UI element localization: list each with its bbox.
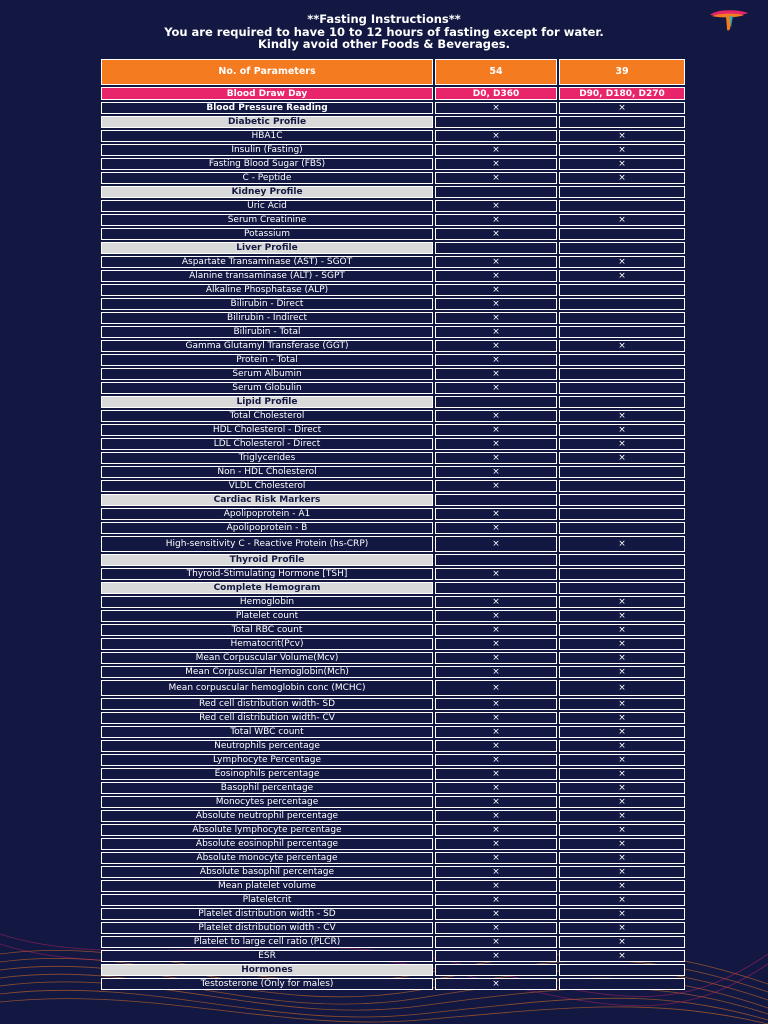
parameter-name-cell: Gamma Glutamyl Transferase (GGT) — [101, 340, 433, 352]
included-54-cell: × — [435, 480, 557, 492]
included-39-cell: × — [559, 880, 685, 892]
section-header-row — [101, 186, 685, 198]
draw-day-1: D0, D360 — [435, 87, 557, 100]
parameter-name-cell: Hemoglobin — [101, 596, 433, 608]
included-54-cell: × — [435, 326, 557, 338]
included-54-cell: × — [435, 536, 557, 552]
table-row — [101, 852, 685, 864]
parameter-name-cell: Testosterone (Only for males) — [101, 978, 433, 990]
parameter-name-cell: Mean platelet volume — [101, 880, 433, 892]
included-54-cell: × — [435, 680, 557, 696]
table-row — [101, 866, 685, 878]
parameter-name-cell: Alanine transaminase (ALT) - SGPT — [101, 270, 433, 282]
parameter-name-cell: Serum Globulin — [101, 382, 433, 394]
included-39-cell: × — [559, 768, 685, 780]
included-39-cell — [559, 116, 685, 128]
included-54-cell — [435, 494, 557, 506]
table-row — [101, 950, 685, 962]
parameter-name-cell: Thyroid Profile — [101, 554, 433, 566]
table-row — [101, 880, 685, 892]
table-row — [101, 638, 685, 650]
included-39-cell: × — [559, 172, 685, 184]
included-54-cell: × — [435, 172, 557, 184]
included-54-cell: × — [435, 452, 557, 464]
parameter-name-cell: Platelet to large cell ratio (PLCR) — [101, 936, 433, 948]
included-39-cell — [559, 554, 685, 566]
parameter-name-cell: Insulin (Fasting) — [101, 144, 433, 156]
table-row — [101, 922, 685, 934]
included-54-cell: × — [435, 438, 557, 450]
parameters-table — [99, 57, 687, 992]
parameter-name-cell: Total WBC count — [101, 726, 433, 738]
parameter-name-cell: Cardiac Risk Markers — [101, 494, 433, 506]
included-39-cell: × — [559, 866, 685, 878]
table-row — [101, 256, 685, 268]
parameter-name-cell: Absolute neutrophil percentage — [101, 810, 433, 822]
table-row — [101, 624, 685, 636]
parameter-name-cell: Platelet count — [101, 610, 433, 622]
table-row — [101, 698, 685, 710]
included-54-cell: × — [435, 368, 557, 380]
parameter-name-cell: Lymphocyte Percentage — [101, 754, 433, 766]
table-row — [101, 480, 685, 492]
table-row — [101, 354, 685, 366]
parameter-name-cell: Uric Acid — [101, 200, 433, 212]
included-54-cell: × — [435, 852, 557, 864]
fasting-instruction-line: Kindly avoid other Foods & Beverages. — [258, 37, 510, 51]
parameter-name-cell: Kidney Profile — [101, 186, 433, 198]
table-row — [101, 652, 685, 664]
included-54-cell — [435, 964, 557, 976]
parameter-name-cell: C - Peptide — [101, 172, 433, 184]
included-39-cell — [559, 382, 685, 394]
included-39-cell — [559, 186, 685, 198]
included-54-cell: × — [435, 144, 557, 156]
header-label: No. of Parameters — [101, 59, 433, 85]
fasting-instruction-line: You are required to have 10 to 12 hours of fasting except for water. — [164, 24, 604, 39]
included-54-cell: × — [435, 880, 557, 892]
included-39-cell: × — [559, 824, 685, 836]
table-row — [101, 200, 685, 212]
included-54-cell: × — [435, 214, 557, 226]
table-row — [101, 782, 685, 794]
included-54-cell: × — [435, 382, 557, 394]
parameter-name-cell: Blood Pressure Reading — [101, 102, 433, 114]
table-header-row — [101, 59, 685, 85]
included-39-cell — [559, 242, 685, 254]
included-54-cell: × — [435, 596, 557, 608]
parameter-name-cell: Thyroid-Stimulating Hormone [TSH] — [101, 568, 433, 580]
table-row — [101, 340, 685, 352]
included-54-cell: × — [435, 698, 557, 710]
table-row — [101, 102, 685, 114]
included-54-cell: × — [435, 652, 557, 664]
included-39-cell: × — [559, 810, 685, 822]
table-row — [101, 312, 685, 324]
fasting-instructions — [0, 13, 768, 51]
parameter-name-cell: Potassium — [101, 228, 433, 240]
table-row — [101, 382, 685, 394]
section-header-row — [101, 582, 685, 594]
parameter-name-cell: Hematocrit(Pcv) — [101, 638, 433, 650]
parameter-name-cell: HDL Cholesterol - Direct — [101, 424, 433, 436]
included-54-cell: × — [435, 796, 557, 808]
parameter-name-cell: Bilirubin - Indirect — [101, 312, 433, 324]
included-39-cell — [559, 964, 685, 976]
parameter-name-cell: Serum Creatinine — [101, 214, 433, 226]
included-39-cell — [559, 354, 685, 366]
parameter-name-cell: Alkaline Phosphatase (ALP) — [101, 284, 433, 296]
included-39-cell: × — [559, 256, 685, 268]
included-39-cell: × — [559, 638, 685, 650]
table-row — [101, 754, 685, 766]
parameter-name-cell: Absolute monocyte percentage — [101, 852, 433, 864]
included-54-cell: × — [435, 894, 557, 906]
parameter-name-cell: Triglycerides — [101, 452, 433, 464]
parameter-name-cell: Non - HDL Cholesterol — [101, 466, 433, 478]
table-row — [101, 410, 685, 422]
section-header-row — [101, 242, 685, 254]
included-54-cell: × — [435, 102, 557, 114]
table-row — [101, 568, 685, 580]
included-39-cell: × — [559, 726, 685, 738]
parameter-name-cell: Absolute basophil percentage — [101, 866, 433, 878]
included-54-cell: × — [435, 782, 557, 794]
parameter-name-cell: Red cell distribution width- SD — [101, 698, 433, 710]
parameter-name-cell: Aspartate Transaminase (AST) - SGOT — [101, 256, 433, 268]
draw-day-label: Blood Draw Day — [101, 87, 433, 100]
included-39-cell: × — [559, 438, 685, 450]
included-54-cell: × — [435, 768, 557, 780]
included-39-cell: × — [559, 452, 685, 464]
table-row — [101, 424, 685, 436]
header-count-1: 54 — [435, 59, 557, 85]
draw-day-2: D90, D180, D270 — [559, 87, 685, 100]
included-39-cell: × — [559, 698, 685, 710]
included-39-cell — [559, 200, 685, 212]
included-39-cell — [559, 466, 685, 478]
included-39-cell: × — [559, 270, 685, 282]
table-row — [101, 438, 685, 450]
included-54-cell: × — [435, 424, 557, 436]
table-row — [101, 298, 685, 310]
included-54-cell: × — [435, 638, 557, 650]
included-39-cell: × — [559, 712, 685, 724]
included-39-cell — [559, 522, 685, 534]
included-39-cell: × — [559, 102, 685, 114]
table-row — [101, 666, 685, 678]
parameter-name-cell: Diabetic Profile — [101, 116, 433, 128]
parameter-name-cell: Hormones — [101, 964, 433, 976]
included-54-cell: × — [435, 508, 557, 520]
table-row — [101, 522, 685, 534]
included-54-cell: × — [435, 726, 557, 738]
included-39-cell: × — [559, 666, 685, 678]
table-row — [101, 712, 685, 724]
parameter-name-cell: Bilirubin - Total — [101, 326, 433, 338]
parameter-name-cell: LDL Cholesterol - Direct — [101, 438, 433, 450]
included-39-cell: × — [559, 144, 685, 156]
parameter-name-cell: Absolute lymphocyte percentage — [101, 824, 433, 836]
included-39-cell — [559, 368, 685, 380]
blood-draw-day-row — [101, 87, 685, 100]
parameter-name-cell: Protein - Total — [101, 354, 433, 366]
included-39-cell: × — [559, 950, 685, 962]
table-row — [101, 810, 685, 822]
included-39-cell: × — [559, 908, 685, 920]
fasting-title: **Fasting Instructions** — [307, 12, 461, 26]
included-39-cell: × — [559, 410, 685, 422]
included-54-cell: × — [435, 256, 557, 268]
included-39-cell: × — [559, 782, 685, 794]
included-39-cell — [559, 396, 685, 408]
included-54-cell — [435, 554, 557, 566]
table-row — [101, 368, 685, 380]
parameter-name-cell: Fasting Blood Sugar (FBS) — [101, 158, 433, 170]
included-54-cell: × — [435, 610, 557, 622]
header-count-2: 39 — [559, 59, 685, 85]
included-39-cell — [559, 568, 685, 580]
table-row — [101, 284, 685, 296]
included-39-cell — [559, 312, 685, 324]
parameter-name-cell: Serum Albumin — [101, 368, 433, 380]
included-54-cell: × — [435, 824, 557, 836]
included-54-cell: × — [435, 908, 557, 920]
table-row — [101, 894, 685, 906]
included-39-cell — [559, 582, 685, 594]
included-54-cell: × — [435, 866, 557, 878]
table-row — [101, 680, 685, 696]
included-54-cell — [435, 396, 557, 408]
table-row — [101, 228, 685, 240]
included-39-cell: × — [559, 852, 685, 864]
parameter-name-cell: Absolute eosinophil percentage — [101, 838, 433, 850]
table-row — [101, 610, 685, 622]
table-row — [101, 936, 685, 948]
table-row — [101, 824, 685, 836]
table-row — [101, 726, 685, 738]
included-39-cell — [559, 326, 685, 338]
included-39-cell — [559, 228, 685, 240]
table-row — [101, 144, 685, 156]
included-54-cell: × — [435, 158, 557, 170]
included-39-cell — [559, 508, 685, 520]
included-54-cell — [435, 242, 557, 254]
table-row — [101, 796, 685, 808]
included-54-cell: × — [435, 270, 557, 282]
parameter-name-cell: High-sensitivity C - Reactive Protein (hs-CRP) — [101, 536, 433, 552]
included-39-cell: × — [559, 740, 685, 752]
table-row — [101, 536, 685, 552]
table-row — [101, 466, 685, 478]
included-39-cell: × — [559, 624, 685, 636]
included-39-cell: × — [559, 158, 685, 170]
included-54-cell: × — [435, 228, 557, 240]
included-54-cell: × — [435, 624, 557, 636]
parameter-name-cell: VLDL Cholesterol — [101, 480, 433, 492]
included-39-cell: × — [559, 838, 685, 850]
parameter-name-cell: Basophil percentage — [101, 782, 433, 794]
parameter-name-cell: Plateletcrit — [101, 894, 433, 906]
parameter-name-cell: HBA1C — [101, 130, 433, 142]
included-39-cell: × — [559, 536, 685, 552]
included-54-cell: × — [435, 130, 557, 142]
parameter-name-cell: Mean corpuscular hemoglobin conc (MCHC) — [101, 680, 433, 696]
included-54-cell: × — [435, 922, 557, 934]
included-39-cell — [559, 284, 685, 296]
section-header-row — [101, 964, 685, 976]
included-54-cell: × — [435, 838, 557, 850]
included-54-cell — [435, 186, 557, 198]
parameter-name-cell: Bilirubin - Direct — [101, 298, 433, 310]
parameter-name-cell: Eosinophils percentage — [101, 768, 433, 780]
included-39-cell: × — [559, 936, 685, 948]
table-row — [101, 838, 685, 850]
parameter-name-cell: Platelet distribution width - CV — [101, 922, 433, 934]
table-row — [101, 908, 685, 920]
section-header-row — [101, 494, 685, 506]
included-54-cell: × — [435, 284, 557, 296]
included-54-cell: × — [435, 200, 557, 212]
included-39-cell: × — [559, 680, 685, 696]
parameter-name-cell: Complete Hemogram — [101, 582, 433, 594]
included-54-cell: × — [435, 754, 557, 766]
included-39-cell — [559, 978, 685, 990]
included-54-cell: × — [435, 936, 557, 948]
included-54-cell: × — [435, 978, 557, 990]
included-39-cell: × — [559, 596, 685, 608]
included-39-cell: × — [559, 340, 685, 352]
table-row — [101, 214, 685, 226]
included-54-cell: × — [435, 410, 557, 422]
included-54-cell: × — [435, 312, 557, 324]
included-39-cell: × — [559, 796, 685, 808]
included-54-cell: × — [435, 712, 557, 724]
included-39-cell — [559, 494, 685, 506]
included-39-cell — [559, 298, 685, 310]
parameter-name-cell: Monocytes percentage — [101, 796, 433, 808]
section-header-row — [101, 554, 685, 566]
included-54-cell: × — [435, 354, 557, 366]
parameter-name-cell: ESR — [101, 950, 433, 962]
included-54-cell: × — [435, 666, 557, 678]
parameter-name-cell: Red cell distribution width- CV — [101, 712, 433, 724]
table-row — [101, 596, 685, 608]
table-row — [101, 158, 685, 170]
parameter-name-cell: Apolipoprotein - A1 — [101, 508, 433, 520]
included-54-cell: × — [435, 950, 557, 962]
section-header-row — [101, 116, 685, 128]
included-39-cell: × — [559, 214, 685, 226]
included-39-cell: × — [559, 894, 685, 906]
included-39-cell: × — [559, 922, 685, 934]
table-row — [101, 508, 685, 520]
section-header-row — [101, 396, 685, 408]
included-54-cell — [435, 116, 557, 128]
included-39-cell: × — [559, 424, 685, 436]
table-row — [101, 452, 685, 464]
included-39-cell: × — [559, 652, 685, 664]
parameter-name-cell: Mean Corpuscular Volume(Mcv) — [101, 652, 433, 664]
included-54-cell: × — [435, 568, 557, 580]
included-54-cell: × — [435, 466, 557, 478]
parameter-name-cell: Liver Profile — [101, 242, 433, 254]
included-39-cell: × — [559, 130, 685, 142]
parameter-name-cell: Platelet distribution width - SD — [101, 908, 433, 920]
table-row — [101, 326, 685, 338]
parameter-name-cell: Mean Corpuscular Hemoglobin(Mch) — [101, 666, 433, 678]
included-39-cell: × — [559, 754, 685, 766]
table-row — [101, 270, 685, 282]
included-54-cell: × — [435, 340, 557, 352]
parameter-name-cell: Total RBC count — [101, 624, 433, 636]
table-row — [101, 172, 685, 184]
table-row — [101, 130, 685, 142]
included-54-cell: × — [435, 810, 557, 822]
included-54-cell — [435, 582, 557, 594]
parameter-name-cell: Neutrophils percentage — [101, 740, 433, 752]
table-row — [101, 978, 685, 990]
included-54-cell: × — [435, 740, 557, 752]
included-54-cell: × — [435, 522, 557, 534]
parameter-name-cell: Apolipoprotein - B — [101, 522, 433, 534]
parameter-name-cell: Total Cholesterol — [101, 410, 433, 422]
included-39-cell — [559, 480, 685, 492]
parameter-name-cell: Lipid Profile — [101, 396, 433, 408]
table-row — [101, 768, 685, 780]
table-row — [101, 740, 685, 752]
included-54-cell: × — [435, 298, 557, 310]
included-39-cell: × — [559, 610, 685, 622]
